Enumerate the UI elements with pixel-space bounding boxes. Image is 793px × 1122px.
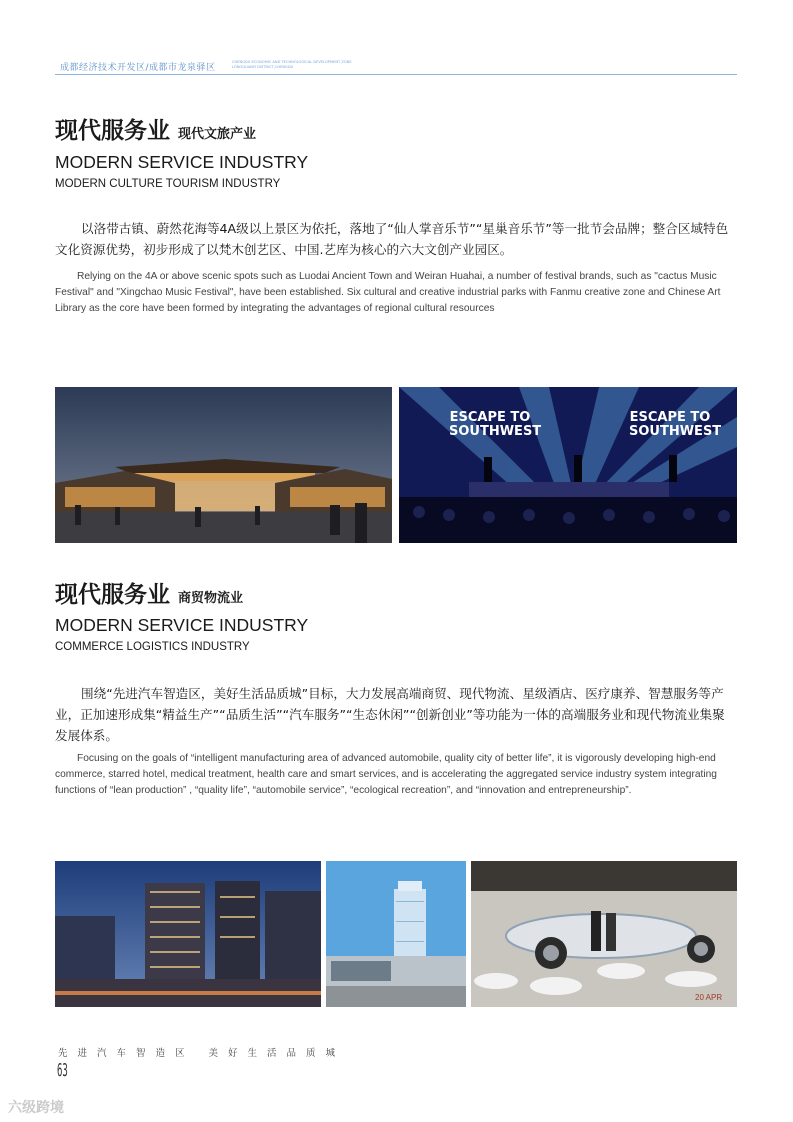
auto-showroom-photo [471, 861, 737, 1007]
footer-slogan [58, 1045, 345, 1059]
section1-subtitle-en: MODERN CULTURE TOURISM INDUSTRY [55, 178, 281, 190]
section1-paragraph-cn: 以洛带古镇、蔚然花海等4A级以上景区为依托，落地了“仙人掌音乐节”“星巢音乐节”等一批节会品牌；整合区域特色文化资源优势，初步形成了以梵木创艺区、中国.艺库为核心的六大文创产业园区。 [55, 221, 729, 257]
section2-subtitle-cn: 商贸物流业 [178, 591, 244, 606]
section1-title-en: MODERN SERVICE INDUSTRY [55, 152, 309, 172]
ancient-town-photo [55, 387, 392, 543]
header-region-name-en: CHENGDU ECONOMIC AND TECHNOLOGICAL DEVELOPMENT ZONE LONGQUANYI DISTRICT,CHENGDU [232, 60, 352, 69]
section1-subtitle-cn: 现代文旅产业 [178, 127, 257, 142]
section2-title-cn: 现代服务业 [55, 582, 170, 608]
section2-title-en: MODERN SERVICE INDUSTRY [55, 615, 309, 635]
section2-paragraph-en: Focusing on the goals of “intelligent manufacturing area of advanced automobile, quality city of better life”, it is vigorously developing high-end commerce, starred hotel, medical treatment, health care and smart services, and is accelerating the aggregated service industry system integrating functions of “lean production” , “quality life”, “automobile service”, “ecological recreation”, and “innovation and entrepreneurship”. [55, 753, 717, 796]
watermark: 六级跨境 [8, 1100, 64, 1116]
section1-title-cn: 现代服务业 [55, 118, 170, 144]
header-region-name: 成都经济技术开发区/成都市龙泉驿区 [60, 63, 216, 73]
hotel-city-photo [55, 861, 321, 1007]
footer-slogan-right: 美好生活品质城 [208, 1048, 346, 1059]
concert-banner-left: ESCAPE TO SOUTHWEST [449, 410, 542, 439]
footer-slogan-left: 先进汽车智造区 [58, 1048, 195, 1059]
concert-photo [399, 387, 737, 543]
photo-date-stamp: 20 APR [695, 993, 723, 1002]
section2-subtitle-en: COMMERCE LOGISTICS INDUSTRY [55, 641, 250, 653]
page-number: 63 [57, 1060, 68, 1081]
office-tower-photo [326, 861, 466, 1007]
section2-title [55, 576, 243, 609]
section2-paragraph-cn: 围绕“先进汽车智造区，美好生活品质城”目标，大力发展高端商贸、现代物流、星级酒店、医疗康养、智慧服务等产业，正加速形成集“精益生产”“品质生活”“汽车服务”“生态休闲”“创新创业”等功能为一体的高端服务业和现代物流业集聚发展体系。 [55, 686, 725, 743]
section1-title [55, 112, 256, 145]
header-divider [55, 74, 737, 75]
section1-paragraph-en: Relying on the 4A or above scenic spots such as Luodai Ancient Town and Weiran Huahai, a number of festival brands, such as "cactus Music Festival" and "Xingchao Music Festival", have been established. Six cultural and creative industrial parks with Fanmu creative zone and Chinese Art Library as the core have been formed by integrating the advantages of regional cultural resources [55, 271, 721, 314]
concert-banner-right: ESCAPE TO SOUTHWEST [629, 410, 722, 439]
